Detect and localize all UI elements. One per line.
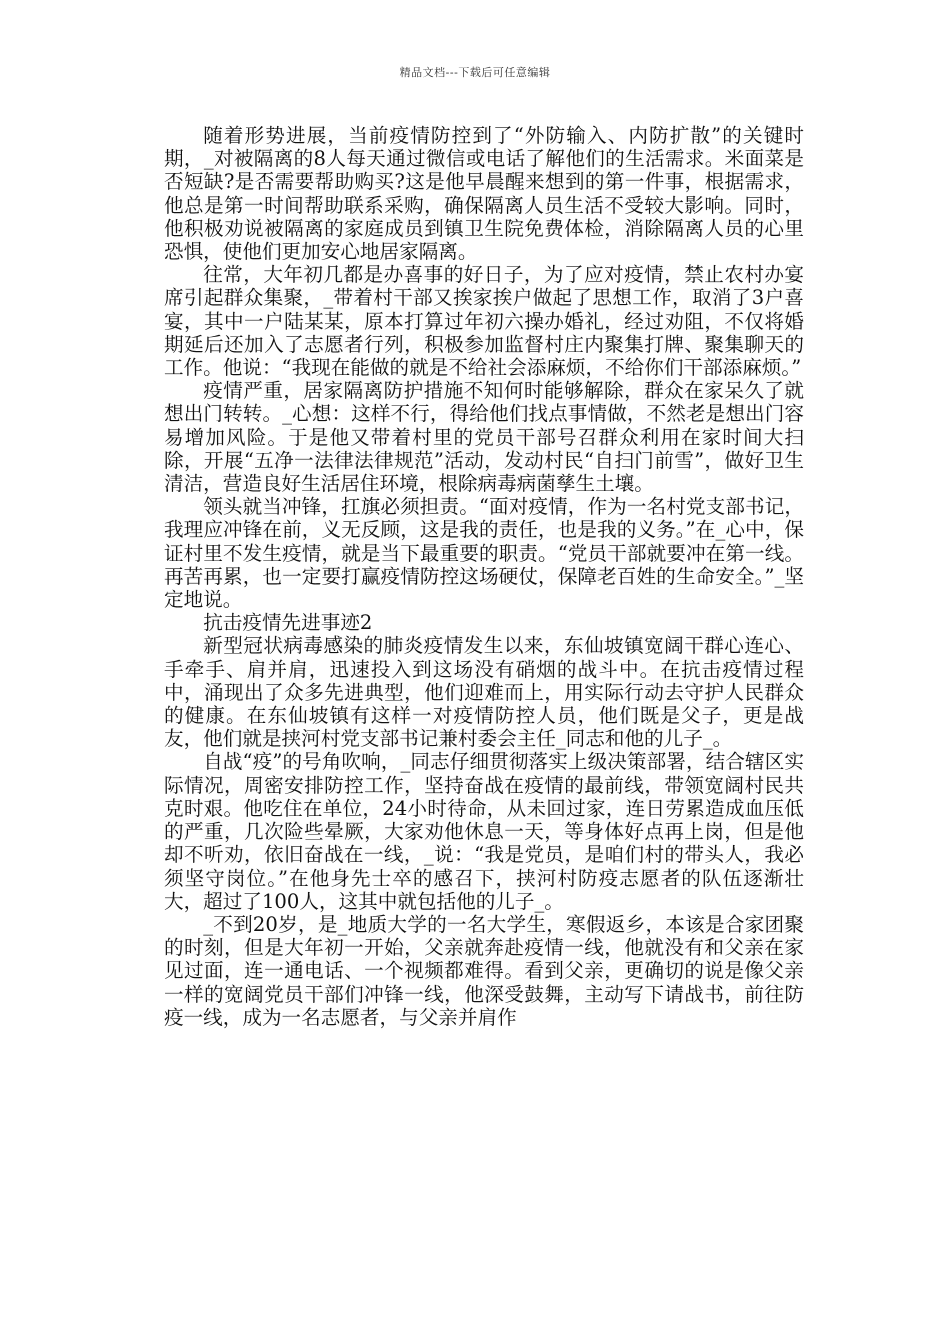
paragraph-6: 自战“疫”的号角吹响，_同志仔细贯彻落实上级决策部署，结合辖区实际情况，周密安排防控工作，坚持奋战在疫情的最前线，带领宽阔村民共克时艰。他吃住在单位，24小时待命，从未回过家，连日劳累造成血压低的严重，几次险些晕厥，大家劝他休息一天，等身体好点再上岗，但是他却不听劝，依旧奋战在一线，_说：“我是党员，是咱们村的带头人，我必须坚守岗位。”在他身先士卒的感召下，挟河村防疫志愿者的队伍逐渐壮大，超过了100人，这其中就包括他的儿子_。 (164, 750, 804, 913)
paragraph-3: 疫情严重，居家隔离防护措施不知何时能够解除，群众在家呆久了就想出门转转。_心想：这样不行，得给他们找点事情做，不然老是想出门容易增加风险。于是他又带着村里的党员干部号召群众利用在家时间大扫除，开展“五净一法律法律规范”活动，发动村民“自扫门前雪”，做好卫生清洁，营造良好生活居住环境，根除病毒病菌孳生土壤。 (164, 379, 804, 496)
section-heading: 抗击疫情先进事迹2 (203, 611, 373, 635)
paragraph-4: 领头就当冲锋，扛旗必须担责。“面对疫情，作为一名村党支部书记，我理应冲锋在前，义无反顾，这是我的责任，也是我的义务。”在_心中，保证村里不发生疫情，就是当下最重要的职责。“党员干部就要冲在第一线。再苦再累，也一定要打赢疫情防控这场硬仗，保障老百姓的生命安全。”_坚定地说。 (164, 495, 804, 612)
paragraph-2: 往常，大年初几都是办喜事的好日子，为了应对疫情，禁止农村办宴席引起群众集聚，_带着村干部又挨家挨户做起了思想工作，取消了3户喜宴，其中一户陆某某，原本打算过年初六操办婚礼，经过劝阻，不仅将婚期延后还加入了志愿者行列，积极参加监督村庄内聚集打牌、聚集聊天的工作。他说：“我现在能做的就是不给社会添麻烦，不给你们干部添麻烦。” (164, 263, 804, 380)
paragraph-1: 随着形势进展，当前疫情防控到了“外防输入、内防扩散”的关键时期，_对被隔离的8人每天通过微信或电话了解他们的生活需求。米面菜是否短缺?是否需要帮助购买?这是他早晨醒来想到的第一件事，根据需求，他总是第一时间帮助联系采购，确保隔离人员生活不受较大影响。同时，他积极劝说被隔离的家庭成员到镇卫生院免费体检，消除隔离人员的心里恐惧，使他们更加安心地居家隔离。 (164, 124, 804, 264)
paragraph-5: 新型冠状病毒感染的肺炎疫情发生以来，东仙坡镇宽阔干群心连心、手牵手、肩并肩，迅速投入到这场没有硝烟的战斗中。在抗击疫情过程中，涌现出了众多先进典型，他们迎难而上，用实际行动去守护人民群众的健康。在东仙坡镇有这样一对疫情防控人员，他们既是父子，更是战友，他们就是挟河村党支部书记兼村委会主任_同志和他的儿子_。 (164, 634, 804, 751)
document-body (164, 124, 804, 1029)
paragraph-7: _不到20岁，是_地质大学的一名大学生，寒假返乡，本该是合家团聚的时刻，但是大年初一开始，父亲就奔赴疫情一线，他就没有和父亲在家见过面，连一通电话、一个视频都难得。看到父亲，更确切的说是像父亲一样的宽阔党员干部们冲锋一线，他深受鼓舞，主动写下请战书，前往防疫一线，成为一名志愿者，与父亲并肩作 (164, 912, 804, 1029)
page-header: 精品文档---下载后可任意编辑 (399, 66, 551, 79)
